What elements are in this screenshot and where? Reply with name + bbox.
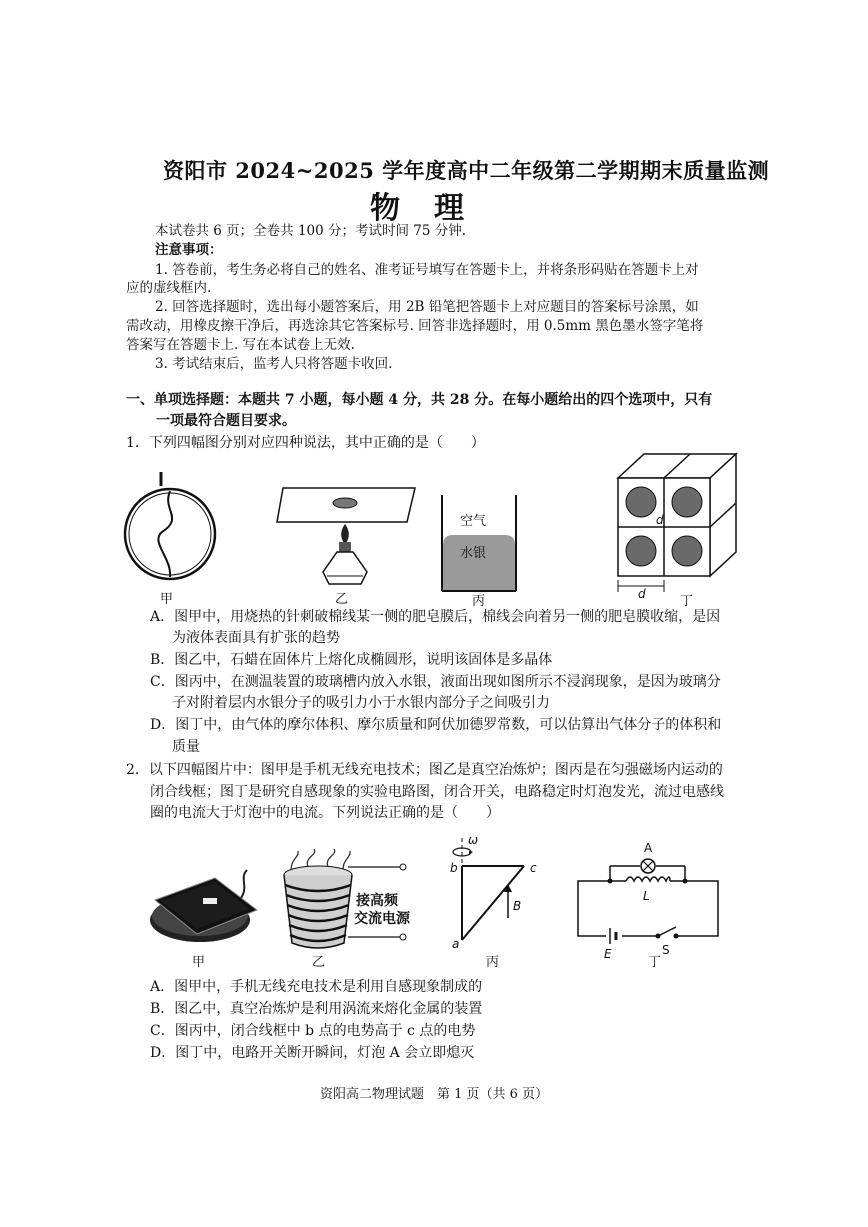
q2-supply-label-1: 接高频 [356,893,398,909]
q2-figure-ding [570,838,730,958]
q2-inductor-label: L [643,889,650,903]
q2-field-label: B [513,899,522,913]
notice-line: 应的虚线框内. [126,280,212,296]
q2-stem-cont: 圈的电流大于灯泡中的电流。下列说法正确的是（ ） [150,805,500,821]
q1-figure-yi [275,480,420,595]
q2-emf-label: E [604,947,612,958]
q1-stem: 1．下列四幅图分别对应四种说法，其中正确的是（ ） [126,435,485,451]
q2-option-d: D．图丁中，电路开关断开瞬间，灯泡 A 会立即熄灭 [150,1045,475,1061]
notice-line: 1. 答卷前，考生务必将自己的姓名、准考证号填写在答题卡上，并将条形码贴在答题卡上对 [155,262,699,278]
q1-d-label-inner: d [656,513,664,527]
q2-lamp-label: A [644,841,653,855]
q2-switch-label: S [662,943,670,957]
q1-caption-jia: 甲 [160,592,174,607]
notice-line: 2. 回答选择题时，选出每小题答案后，用 2B 铅笔把答题卡上对应题目的答案标号涂黑，如 [155,299,699,315]
subject-title: 物 理 [370,191,466,226]
q2-option-c: C．图丙中，闭合线框中 b 点的电势高于 c 点的电势 [150,1023,476,1039]
q2-stem-cont: 闭合线框；图丁是研究自感现象的实验电路图，闭合开关，电路稳定时灯泡发光，流过电感线 [150,784,724,800]
q1-caption-bing: 丙 [472,594,486,609]
q1-d-label-outer: d [638,587,646,600]
q1-option-c: C．图丙中，在测温装置的玻璃槽内放入水银，液面出现如图所示不浸润现象，是因为玻璃分 [150,674,721,690]
q1-figure-jia [122,470,222,590]
exam-summary: 本试卷共 6 页；全卷共 100 分；考试时间 75 分钟. [155,223,467,239]
q1-air-label: 空气 [460,514,487,529]
q2-b-label: b [450,861,458,875]
q2-caption-ding: 丁 [648,955,662,970]
q2-caption-jia: 甲 [192,955,206,970]
q2-omega-label: ω [468,833,479,847]
q2-caption-bing: 丙 [486,955,500,970]
q2-c-label: c [530,861,537,875]
section-heading: 一、单项选择题：本题共 7 小题，每小题 4 分，共 28 分。在每小题给出的四个选项中，只有 [126,392,713,408]
q2-figure-yi [272,845,422,955]
notice-line: 答案写在答题卡上. 写在本试卷上无效. [126,337,355,353]
section-heading-cont: 一项最符合题目要求。 [156,413,296,429]
q2-supply-label-2: 交流电源 [354,911,410,927]
notice-line: 3. 考试结束后，监考人只将答题卡收回. [155,356,393,372]
q1-option-c-cont: 子对附着层内水银分子的吸引力小于水银内部分子之间吸引力 [172,695,550,711]
q1-option-b: B．图乙中，石蜡在固体片上熔化成椭圆形，说明该固体是多晶体 [150,652,553,668]
page-footer: 资阳高二物理试题 第 1 页（共 6 页） [320,1087,549,1102]
q1-caption-yi: 乙 [335,592,349,607]
q1-option-a: A．图甲中，用烧热的针刺破棉线某一侧的肥皂膜后，棉线会向着另一侧的肥皂膜收缩，是因 [150,609,721,625]
exam-title: 资阳市 2024~2025 学年度高中二年级第二学期期末质量监测 [163,158,770,183]
q1-option-d: D．图丁中，由气体的摩尔体积、摩尔质量和阿伏加德罗常数，可以估算出气体分子的体积和 [150,717,722,733]
q1-caption-ding: 丁 [680,594,694,609]
q2-option-a: A．图甲中，手机无线充电技术是利用自感现象制成的 [150,979,483,995]
q1-option-d-cont: 质量 [172,739,200,755]
q2-caption-yi: 乙 [312,955,326,970]
notice-heading: 注意事项： [155,242,223,258]
q2-figure-bing [440,830,550,955]
q2-option-b: B．图乙中，真空冶炼炉是利用涡流来熔化金属的装置 [150,1001,483,1017]
q2-a-label: a [452,937,460,951]
q1-figure-bing [438,495,523,595]
notice-line: 需改动，用橡皮擦干净后，再选涂其它答案标号. 回答非选择题时，用 0.5mm 黑色墨水签字笔将 [126,318,704,334]
q1-mercury-label: 水银 [460,546,487,561]
q2-stem: 2．以下四幅图片中：图甲是手机无线充电技术；图乙是真空冶炼炉；图丙是在匀强磁场内运动的 [126,762,723,778]
q1-figure-ding [610,452,750,600]
q2-figure-jia [145,868,265,953]
q1-option-a-cont: 为液体表面具有扩张的趋势 [172,630,340,646]
